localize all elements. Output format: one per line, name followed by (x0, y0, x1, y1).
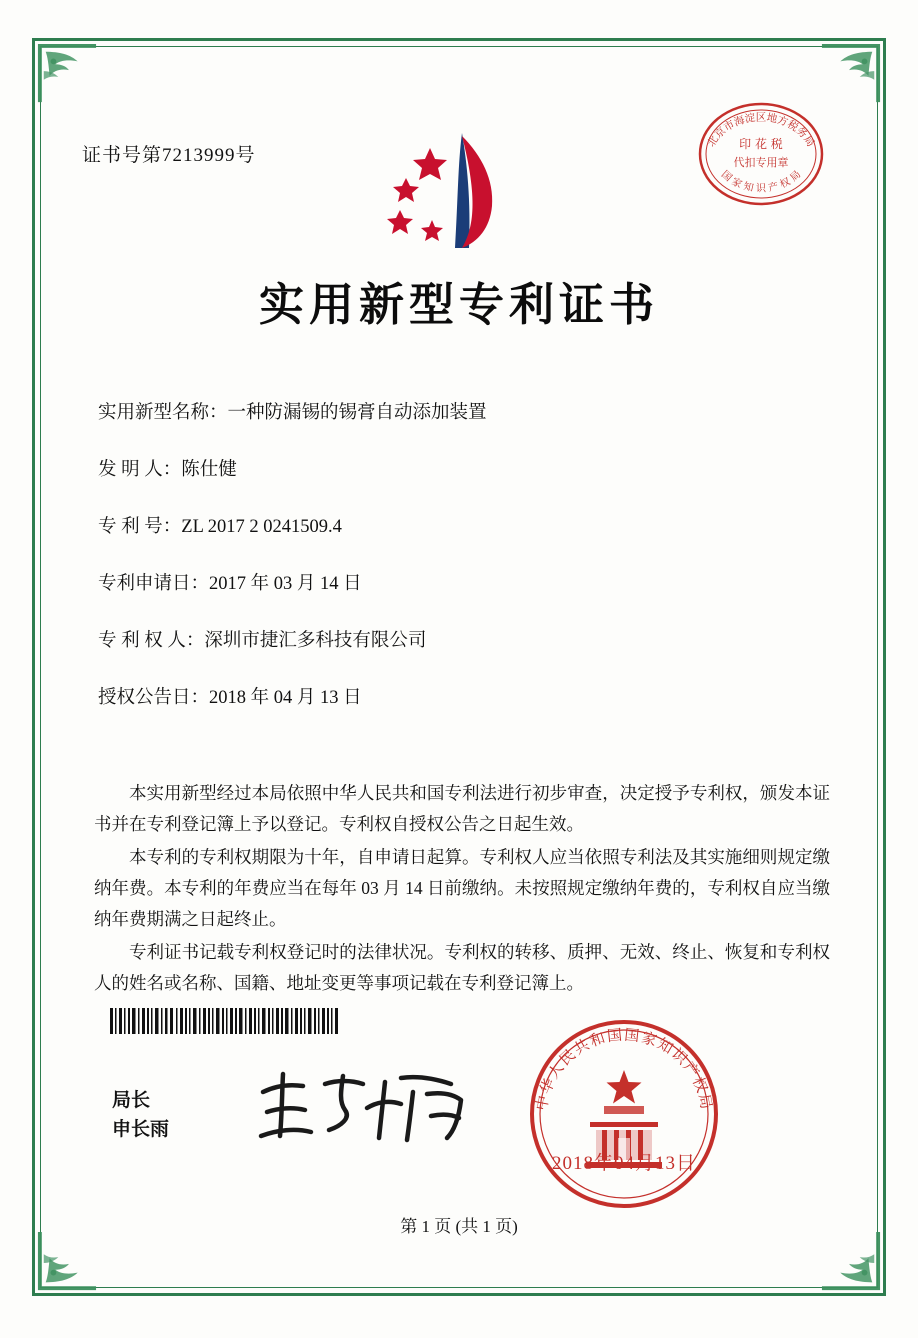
handwritten-signature (255, 1062, 470, 1152)
field-row (98, 626, 828, 652)
corner-ornament-icon (36, 1230, 98, 1292)
field-value: 深圳市捷汇多科技有限公司 (204, 631, 427, 651)
svg-text:中华人民共和国国家知识产权局: 中华人民共和国国家知识产权局 (532, 1025, 716, 1113)
seal-date: 2018年04月13日 (552, 1153, 697, 1174)
field-row (98, 455, 828, 481)
barcode (110, 1008, 342, 1034)
body-paragraph: 本专利的专利权期限为十年，自申请日起算。专利权人应当依照专利法及其实施细则规定缴纳年费。本专利的年费应当在每年 03 月 14 日前缴纳。未按照规定缴纳年费的，专利权自应当缴纳年费期满之日起终止。 (94, 847, 830, 929)
field-value: 2017 年 03 月 14 日 (209, 574, 362, 594)
cnipa-logo-icon (370, 128, 518, 253)
field-label: 发 明 人： (98, 460, 182, 480)
svg-text:国 家 知 识 产 权 局: 国 家 知 识 产 权 局 (718, 169, 804, 195)
field-value: 陈仕健 (181, 460, 237, 480)
certificate-body (94, 778, 830, 1001)
field-label: 专 利 权 人： (98, 631, 205, 651)
certificate-number: 证书号第7213999号 (82, 145, 256, 166)
field-value: 2018 年 04 月 13 日 (209, 688, 362, 708)
tax-stamp-seal (696, 100, 826, 208)
field-label: 实用新型名称： (98, 403, 228, 423)
page-footer: 第 1 页 (共 1 页) (400, 1217, 518, 1236)
signature-name: 申长雨 (112, 1119, 170, 1140)
field-row (98, 683, 828, 709)
certificate-fields (98, 398, 828, 740)
corner-ornament-icon (820, 1230, 882, 1292)
svg-text:印 花 税: 印 花 税 (739, 137, 783, 151)
body-paragraph: 本实用新型经过本局依照中华人民共和国专利法进行初步审查，决定授予专利权，颁发本证书并在专利登记簿上予以登记。专利权自授权公告之日起生效。 (94, 783, 830, 834)
body-paragraph: 专利证书记载专利权登记时的法律状况。专利权的转移、质押、无效、终止、恢复和专利权人的姓名或名称、国籍、地址变更等事项记载在专利登记簿上。 (94, 942, 830, 993)
signature-block (112, 1086, 169, 1144)
national-seal (528, 1018, 720, 1210)
svg-text:代扣专用章: 代扣专用章 (733, 156, 789, 169)
field-value: ZL 2017 2 0241509.4 (181, 517, 342, 537)
field-row (98, 569, 828, 595)
field-value: 一种防漏锡的锡膏自动添加装置 (227, 403, 487, 423)
field-row (98, 512, 828, 538)
signature-role: 局长 (112, 1090, 151, 1111)
field-label: 专 利 号： (98, 517, 182, 537)
field-row (98, 398, 828, 424)
svg-text:北京市海淀区地方税务局: 北京市海淀区地方税务局 (705, 111, 817, 150)
corner-ornament-icon (36, 42, 98, 104)
page-title: 实用新型专利证书 (258, 278, 659, 331)
corner-ornament-icon (820, 42, 882, 104)
field-label: 专利申请日： (98, 574, 210, 594)
field-label: 授权公告日： (98, 688, 210, 708)
